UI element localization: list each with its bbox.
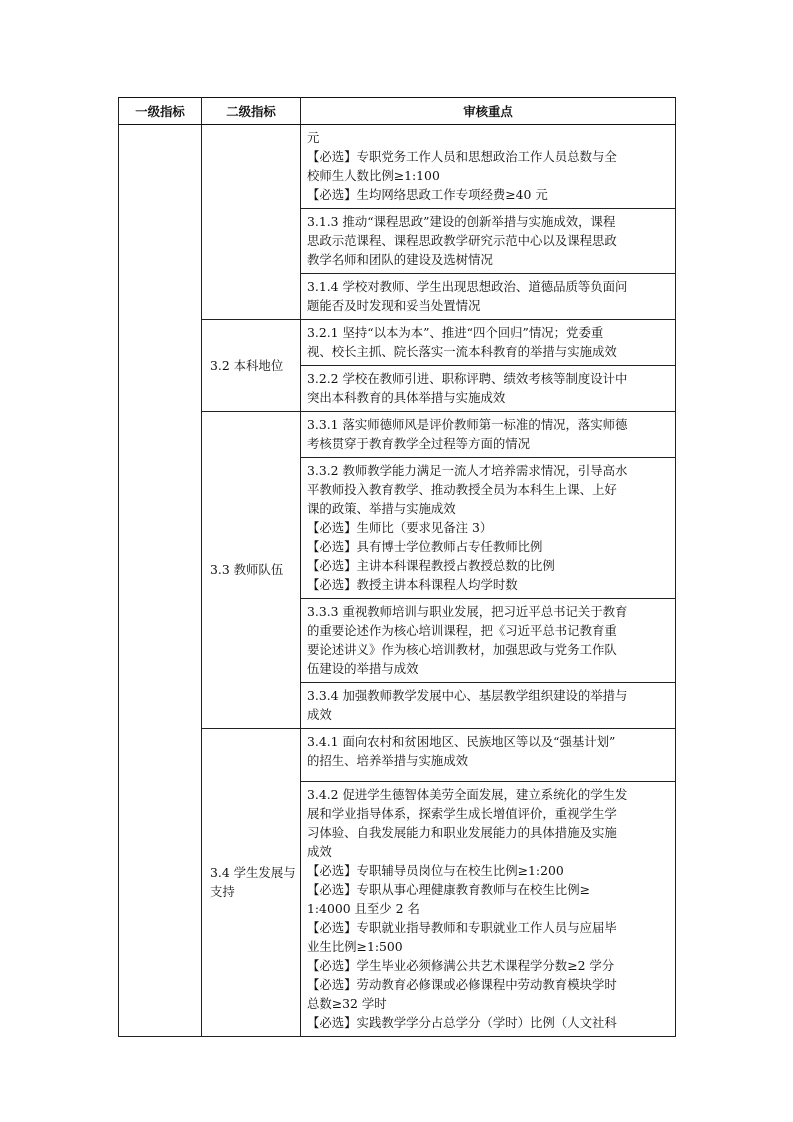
review-focus-line: 教学名师和团队的建设及选树情况 <box>307 252 493 267</box>
table-row <box>119 125 676 209</box>
review-focus-line: 【必选】实践教学学分占总学分（学时）比例（人文社科 <box>307 1015 617 1030</box>
header-row <box>119 98 676 125</box>
level2-indicator-cell <box>202 125 301 320</box>
header-review-focus: 审核重点 <box>301 98 676 125</box>
review-focus-line: 习体验、自我发展能力和职业发展能力的具体措施及实施 <box>307 825 617 840</box>
review-focus-cell <box>301 729 676 782</box>
review-focus-line: 3.2.2 学校在教师引进、职称评聘、绩效考核等制度设计中 <box>307 371 628 386</box>
review-focus-line: 课的政策、举措与实施成效 <box>307 501 456 516</box>
review-focus-cell <box>301 320 676 366</box>
review-focus-line: 3.1.4 学校对教师、学生出现思想政治、道德品质等负面问 <box>307 279 628 294</box>
review-focus-line: 突出本科教育的具体举措与实施成效 <box>307 390 506 405</box>
review-focus-line: 元 <box>307 130 320 145</box>
review-focus-line: 【必选】生均网络思政工作专项经费≥40 元 <box>307 187 548 202</box>
review-focus-line: 伍建设的举措与成效 <box>307 661 419 676</box>
review-focus-line: 成效 <box>307 707 332 722</box>
table-body <box>119 125 676 1037</box>
review-focus-cell <box>301 683 676 729</box>
table-row <box>119 412 676 458</box>
review-focus-line: 【必选】专职从事心理健康教育教师与在校生比例≥ <box>307 882 590 897</box>
review-focus-cell <box>301 274 676 320</box>
review-focus-cell <box>301 782 676 1037</box>
review-focus-line: 成效 <box>307 844 332 859</box>
review-focus-line: 平教师投入教育教学、推动教授全员为本科生上课、上好 <box>307 482 617 497</box>
review-focus-line: 3.3.1 落实师德师风是评价教师第一标准的情况，落实师德 <box>307 417 628 432</box>
level1-indicator-cell <box>119 125 202 1037</box>
review-focus-line: 【必选】专职党务工作人员和思想政治工作人员总数与全 <box>307 149 617 164</box>
review-focus-line: 【必选】专职就业指导教师和专职就业工作人员与应届毕 <box>307 920 617 935</box>
review-focus-line: 【必选】生师比（要求见备注 3） <box>307 520 493 535</box>
review-focus-line: 3.3.4 加强教师教学发展中心、基层教学组织建设的举措与 <box>307 688 628 703</box>
review-focus-line: 【必选】教授主讲本科课程人均学时数 <box>307 577 518 592</box>
review-focus-cell <box>301 412 676 458</box>
review-focus-line: 1:4000 且至少 2 名 <box>307 901 420 916</box>
review-focus-line: 【必选】主讲本科课程教授占教授总数的比例 <box>307 558 555 573</box>
review-focus-line: 【必选】专职辅导员岗位与在校生比例≥1:200 <box>307 863 564 878</box>
table-row <box>119 729 676 782</box>
review-focus-line: 3.4.1 面向农村和贫困地区、民族地区等以及“强基计划” <box>307 734 616 749</box>
level2-indicator-cell: 3.4 学生发展与支持 <box>202 729 301 1037</box>
review-focus-line: 3.1.3 推动“课程思政”建设的创新举措与实施成效，课程 <box>307 214 616 229</box>
review-focus-cell <box>301 599 676 683</box>
review-focus-line: 3.2.1 坚持“以本为本”、推进“四个回归”情况；党委重 <box>307 325 604 340</box>
review-focus-line: 总数≥32 学时 <box>307 996 387 1011</box>
review-table <box>118 97 676 1037</box>
review-focus-line: 【必选】学生毕业必须修满公共艺术课程学分数≥2 学分 <box>307 958 615 973</box>
review-focus-cell <box>301 458 676 599</box>
review-focus-line: 校师生人数比例≥1:100 <box>307 168 440 183</box>
review-focus-line: 3.3.3 重视教师培训与职业发展，把习近平总书记关于教育 <box>307 604 628 619</box>
review-focus-line: 题能否及时发现和妥当处置情况 <box>307 298 481 313</box>
level2-indicator-cell: 3.2 本科地位 <box>202 320 301 412</box>
review-focus-cell <box>301 125 676 209</box>
table-row <box>119 320 676 366</box>
review-focus-line: 视、校长主抓、院长落实一流本科教育的举措与实施成效 <box>307 344 617 359</box>
review-focus-line: 3.4.2 促进学生德智体美劳全面发展，建立系统化的学生发 <box>307 787 628 802</box>
review-focus-line: 的重要论述作为核心培训课程，把《习近平总书记教育重 <box>307 623 617 638</box>
review-focus-line: 【必选】具有博士学位教师占专任教师比例 <box>307 539 543 554</box>
review-focus-line: 【必选】劳动教育必修课或必修课程中劳动教育模块学时 <box>307 977 617 992</box>
review-focus-line: 展和学业指导体系，探索学生成长增值评价，重视学生学 <box>307 806 617 821</box>
review-focus-line: 的招生、培养举措与实施成效 <box>307 753 469 768</box>
review-focus-cell <box>301 366 676 412</box>
header-level1: 一级指标 <box>119 98 202 125</box>
review-focus-line: 思政示范课程、课程思政教学研究示范中心以及课程思政 <box>307 233 617 248</box>
review-focus-cell <box>301 209 676 274</box>
review-focus-line: 考核贯穿于教育教学全过程等方面的情况 <box>307 436 531 451</box>
review-focus-line: 要论述讲义》作为核心培训教材，加强思政与党务工作队 <box>307 642 617 657</box>
review-focus-line: 3.3.2 教师教学能力满足一流人才培养需求情况，引导高水 <box>307 463 628 478</box>
review-focus-line: 业生比例≥1:500 <box>307 939 403 954</box>
level2-indicator-cell: 3.3 教师队伍 <box>202 412 301 729</box>
header-level2: 二级指标 <box>202 98 301 125</box>
